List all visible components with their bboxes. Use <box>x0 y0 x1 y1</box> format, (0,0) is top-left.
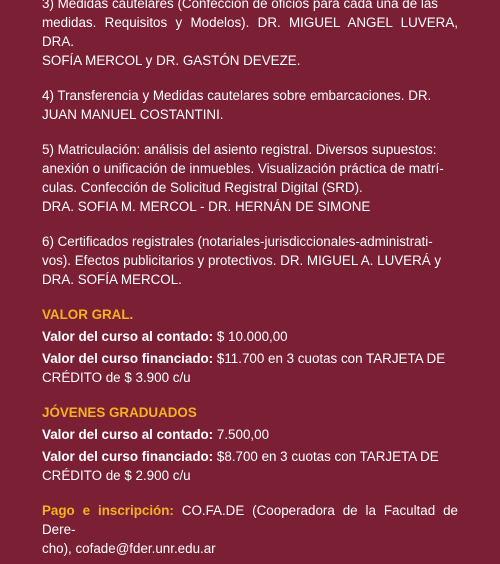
graduates-financed-value-2: CRÉDITO de $ 2.900 c/u <box>42 468 191 483</box>
graduates-cash-price <box>42 425 458 444</box>
graduates-cash-value: 7.500,00 <box>216 427 270 442</box>
module-3-line-3: SOFÍA MERCOL y DR. GASTÓN DEVEZE. <box>42 53 301 68</box>
module-4-line-1: 4) Transferencia y Medidas cautelares sobre embarcaciones. DR. <box>42 88 432 103</box>
module-4-line-2: JUAN MANUEL COSTANTINI. <box>42 107 224 122</box>
graduates-financed-label: Valor del curso financiado: <box>42 449 214 464</box>
graduates-financed-price <box>42 447 458 485</box>
payment-section <box>42 501 458 558</box>
module-4 <box>42 86 458 124</box>
general-financed-value-2: CRÉDITO de $ 3.900 c/u <box>42 370 191 385</box>
graduates-financed-value-1: $8.700 en 3 cuotas con TARJETA DE <box>216 449 439 464</box>
payment-line-1: CO.FA.DE (Cooperadora de la Facultad de Dere- <box>42 503 458 537</box>
module-6-line-1: 6) Certificados registrales (notariales-jurisdiccionales-administrati- <box>42 234 433 249</box>
general-financed-price <box>42 349 458 387</box>
graduates-price-section <box>42 403 458 485</box>
general-cash-label: Valor del curso al contado: <box>42 329 214 344</box>
module-5 <box>42 140 458 216</box>
graduates-price-title: JÓVENES GRADUADOS <box>42 405 197 420</box>
module-6 <box>42 232 458 289</box>
module-3 <box>42 0 458 70</box>
module-6-line-3: DRA. SOFÍA MERCOL. <box>42 272 182 287</box>
module-5-line-3: culas. Confección de Solicitud Registral Digital (SRD). <box>42 180 363 195</box>
payment-info <box>42 501 458 558</box>
module-6-line-2: vos). Efectos publicitarios y protectivos. DR. MIGUEL A. LUVERÁ y <box>42 253 442 268</box>
module-5-line-1: 5) Matriculación: análisis del asiento registral. Diversos supuestos: <box>42 142 437 157</box>
general-cash-price <box>42 327 458 346</box>
general-price-title: VALOR GRAL. <box>42 307 134 322</box>
module-3-line-2: medidas. Requisitos y Modelos). DR. MIGUEL ANGEL LUVERA, DRA. <box>42 15 458 49</box>
payment-label: Pago e inscripción: <box>42 503 174 518</box>
payment-line-2[interactable]: cho), cofade@fder.unr.edu.ar <box>42 541 216 556</box>
general-price-section <box>42 305 458 387</box>
general-financed-label: Valor del curso financiado: <box>42 351 214 366</box>
module-5-line-4: DRA. SOFIA M. MERCOL - DR. HERNÁN DE SIMONE <box>42 199 371 214</box>
general-cash-value: $ 10.000,00 <box>216 329 288 344</box>
module-3-line-1: 3) Medidas cautelares (Confección de oficios para cada una de las <box>42 0 438 11</box>
general-financed-value-1: $11.700 en 3 cuotas con TARJETA DE <box>216 351 446 366</box>
graduates-cash-label: Valor del curso al contado: <box>42 427 214 442</box>
module-5-line-2: anexión o unificación de inmuebles. Visualización práctica de matrí- <box>42 161 444 176</box>
